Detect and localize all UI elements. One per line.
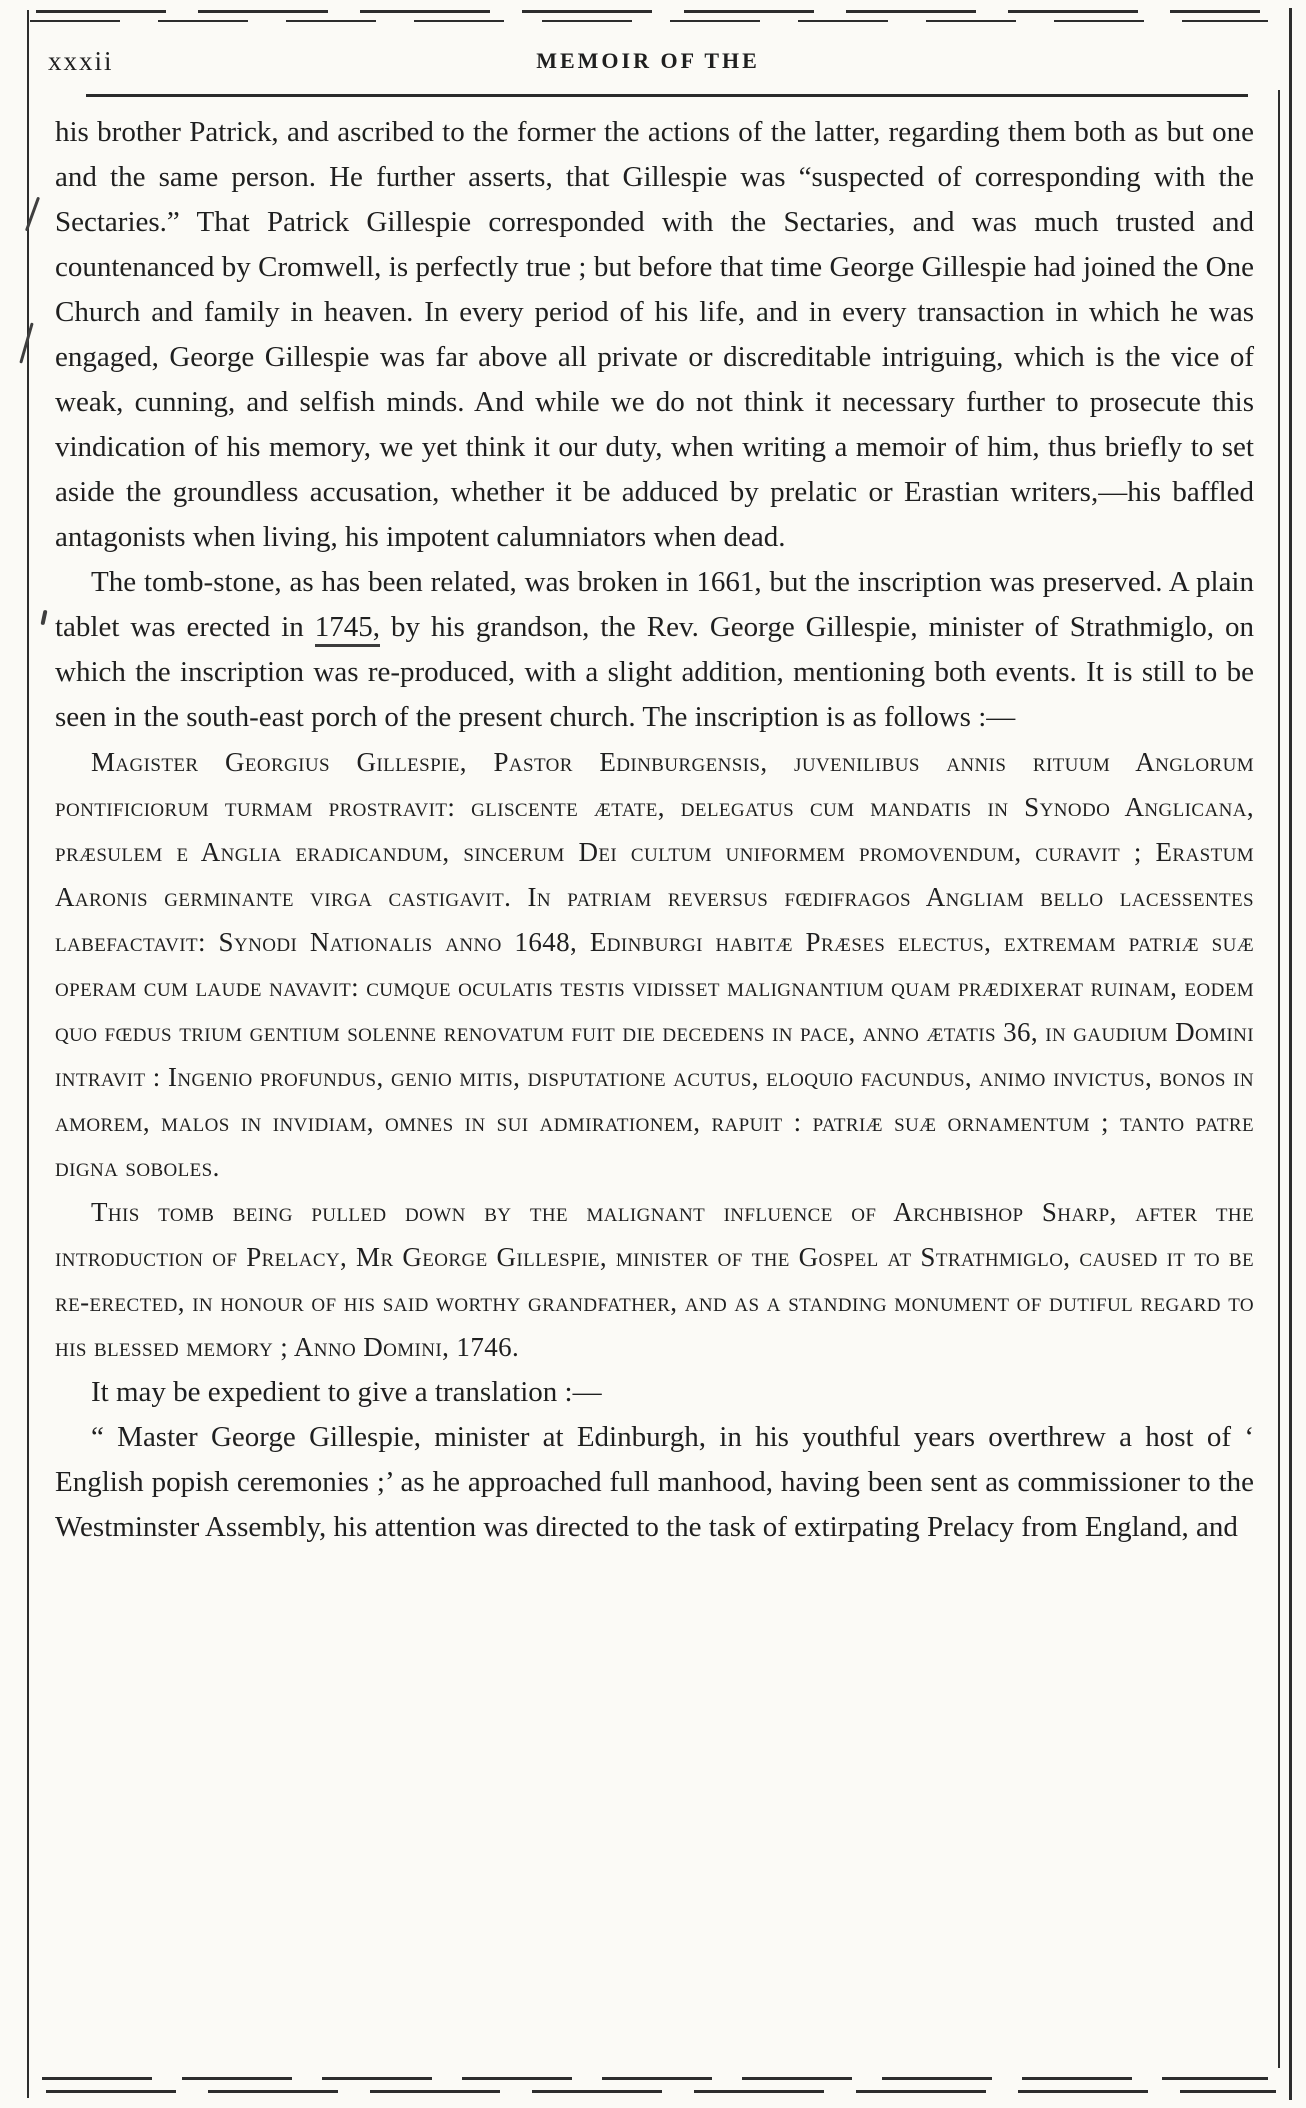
tombstone-text-after: by his grandson, the Rev. George Gillespie, minister of Strathmiglo, on which the inscription was re-produced, with a slight addition, mentioning both events. It is still to be seen in the south-east porch of the present church. The inscription is as follows :— (55, 611, 1254, 733)
page-body (55, 110, 1254, 1550)
tombstone-text-before: The tomb-stone, as has been related, was broken in 1661, but the inscription was preserved. A plain tablet was erected in (55, 566, 1254, 643)
right-edge-line-outer (1289, 8, 1292, 2100)
paragraph-latin-inscription: Magister Georgius Gillespie, Pastor Edinburgensis, juvenilibus annis rituum Anglorum pontificiorum turmam prostravit: gliscente ætate, delegatus cum mandatis in Synodo Anglicana, præsulem e Anglia eradicandum, sincerum Dei cultum uniformem promovendum, curavit ; Erastum Aaronis germinante virga castigavit. In patriam reversus fœdifragos Angliam bello lacessentes labefactavit: Synodi Nationalis anno 1648, Edinburgi habitæ Præses electus, extremam patriæ suæ operam cum laude navavit: cumque oculatis testis vidisset malignantium quam prædixerat ruinam, eodem quo fœdus trium gentium solenne renovatum fuit die decedens in pace, anno ætatis 36, in gaudium Domini intravit : Ingenio profundus, genio mitis, disputatione acutus, eloquio facundus, animo invictus, bonos in amorem, malos in invidiam, omnes in sui admirationem, rapuit : patriæ suæ ornamentum ; tanto patre digna soboles. (55, 747, 1254, 1182)
paragraph-tombstone (55, 560, 1254, 740)
paragraph-inscription-addition: This tomb being pulled down by the malignant influence of Archbishop Sharp, after the introduction of Prelacy, Mr George Gillespie, minister of the Gospel at Strathmiglo, caused it to be re-erected, in honour of his said worthy grandfather, and as a standing monument of dutiful regard to his blessed memory ; Anno Domini, 1746. (55, 1197, 1254, 1362)
left-edge-line (27, 10, 29, 2098)
bottom-border-rule-outer (46, 2090, 1276, 2093)
paragraph-translation-intro: It may be expedient to give a translation :— (91, 1376, 602, 1408)
bottom-border-rule-inner (42, 2077, 1268, 2080)
pen-underline-1745: 1745, (315, 611, 380, 647)
running-header: MEMOIR OF THE (536, 48, 760, 73)
header-rule (86, 94, 1248, 97)
page-header (48, 44, 1248, 80)
right-edge-line-inner (1278, 90, 1280, 2068)
top-border-rule-outer (36, 10, 1260, 13)
top-border-rule-inner (30, 20, 1268, 22)
paragraph-continuation: his brother Patrick, and ascribed to the former the actions of the latter, regarding them both as but one and the same person. He further asserts, that Gillespie was “suspected of corresponding with the Sectaries.” That Patrick Gillespie corresponded with the Sectaries, and was much trusted and countenanced by Cromwell, is perfectly true ; but before that time George Gillespie had joined the One Church and family in heaven. In every period of his life, and in every transaction in which he was engaged, George Gillespie was far above all private or discreditable intriguing, which is the vice of weak, cunning, and selfish minds. And while we do not think it necessary further to prosecute this vindication of his memory, we yet think it our duty, when writing a memoir of him, thus briefly to set aside the groundless accusation, whether it be adduced by prelatic or Erastian writers,—his baffled antagonists when living, his impotent calumniators when dead. (55, 116, 1254, 553)
paragraph-translation-start: “ Master George Gillespie, minister at Edinburgh, in his youthful years overthrew a host of ‘ English popish ceremonies ;’ as he approached full manhood, having been sent as commissioner to the Westminster Assembly, his attention was directed to the task of extirpating Prelacy from England, and (55, 1421, 1254, 1543)
page-number: xxxii (48, 46, 114, 76)
pen-mark-comma (40, 610, 47, 626)
